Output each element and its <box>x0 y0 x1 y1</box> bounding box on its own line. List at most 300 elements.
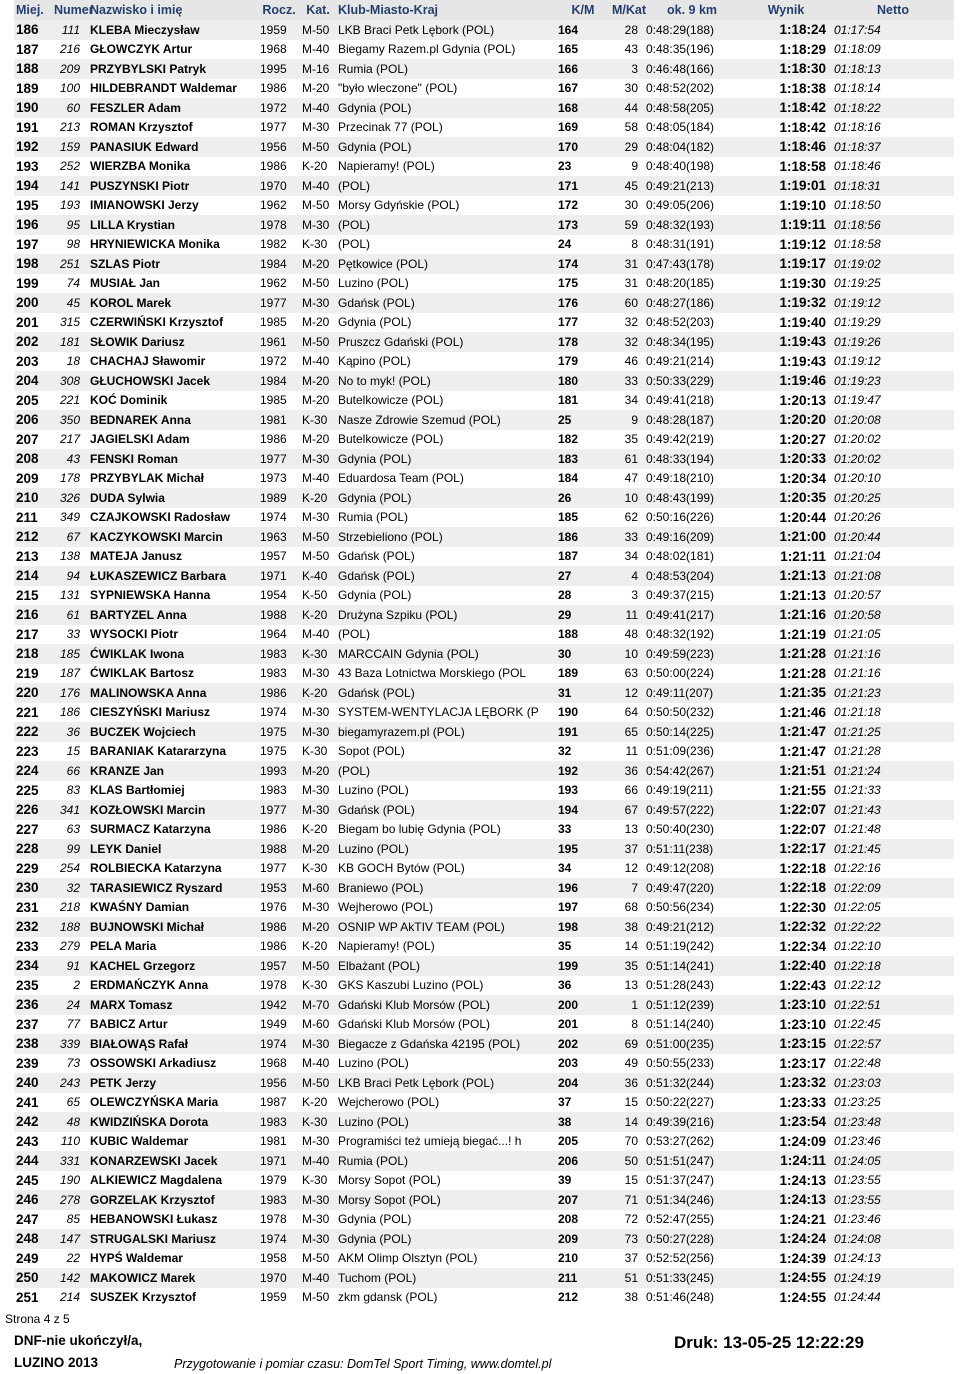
birth-year-cell: 1978 <box>258 976 300 996</box>
runner-name-cell: PRZYBYLSKI Patryk <box>88 59 258 79</box>
bib-cell: 32 <box>52 878 88 898</box>
birth-year-cell: 1978 <box>258 215 300 235</box>
category-place-cell: 29 <box>610 137 644 157</box>
bib-cell: 95 <box>52 215 88 235</box>
category-place-cell: 32 <box>610 313 644 333</box>
category-cell: M-30 <box>300 664 336 684</box>
split-time-cell: 0:49:11(207) <box>644 683 740 703</box>
net-time-cell: 01:23:25 <box>832 1093 954 1113</box>
overall-gender-place-cell: 206 <box>556 1151 610 1171</box>
birth-year-cell: 1989 <box>258 488 300 508</box>
birth-year-cell: 1974 <box>258 1229 300 1249</box>
result-time-cell: 1:24:24 <box>740 1229 832 1249</box>
net-time-cell: 01:20:10 <box>832 469 954 489</box>
net-time-cell: 01:18:58 <box>832 235 954 255</box>
birth-year-cell: 1953 <box>258 878 300 898</box>
split-time-cell: 0:51:32(244) <box>644 1073 740 1093</box>
net-time-cell: 01:21:43 <box>832 800 954 820</box>
category-cell: K-20 <box>300 488 336 508</box>
net-time-cell: 01:18:50 <box>832 196 954 216</box>
table-row <box>14 196 954 216</box>
place-cell: 198 <box>14 254 52 274</box>
result-time-cell: 1:21:13 <box>740 586 832 606</box>
birth-year-cell: 1976 <box>258 898 300 918</box>
runner-name-cell: KUBIC Waldemar <box>88 1132 258 1152</box>
category-place-cell: 30 <box>610 196 644 216</box>
bib-cell: 176 <box>52 683 88 703</box>
split-time-cell: 0:47:43(178) <box>644 254 740 274</box>
net-time-cell: 01:18:46 <box>832 157 954 177</box>
result-time-cell: 1:18:46 <box>740 137 832 157</box>
club-cell: Gdański Klub Morsów (POL) <box>336 995 556 1015</box>
result-time-cell: 1:19:11 <box>740 215 832 235</box>
category-cell: M-70 <box>300 995 336 1015</box>
category-cell: M-50 <box>300 332 336 352</box>
place-cell: 221 <box>14 703 52 723</box>
table-row <box>14 488 954 508</box>
overall-gender-place-cell: 38 <box>556 1112 610 1132</box>
table-row <box>14 1288 954 1308</box>
club-cell: Gdynia (POL) <box>336 586 556 606</box>
category-place-cell: 67 <box>610 800 644 820</box>
category-cell: M-40 <box>300 98 336 118</box>
birth-year-cell: 1977 <box>258 118 300 138</box>
overall-gender-place-cell: 196 <box>556 878 610 898</box>
category-place-cell: 58 <box>610 118 644 138</box>
overall-gender-place-cell: 200 <box>556 995 610 1015</box>
bib-cell: 74 <box>52 274 88 294</box>
club-cell: No to myk! (POL) <box>336 371 556 391</box>
place-cell: 192 <box>14 137 52 157</box>
runner-name-cell: BARTYZEL Anna <box>88 605 258 625</box>
runner-name-cell: SURMACZ Katarzyna <box>88 820 258 840</box>
runner-name-cell: BARANIAK Katararzyna <box>88 742 258 762</box>
runner-name-cell: JAGIELSKI Adam <box>88 430 258 450</box>
split-time-cell: 0:48:52(202) <box>644 79 740 99</box>
birth-year-cell: 1993 <box>258 761 300 781</box>
place-cell: 223 <box>14 742 52 762</box>
overall-gender-place-cell: 209 <box>556 1229 610 1249</box>
net-time-cell: 01:24:44 <box>832 1288 954 1308</box>
bib-cell: 73 <box>52 1054 88 1074</box>
category-cell: M-30 <box>300 703 336 723</box>
result-time-cell: 1:23:32 <box>740 1073 832 1093</box>
category-cell: M-20 <box>300 254 336 274</box>
overall-gender-place-cell: 212 <box>556 1288 610 1308</box>
table-row <box>14 20 954 40</box>
net-time-cell: 01:18:14 <box>832 79 954 99</box>
bib-cell: 45 <box>52 293 88 313</box>
bib-cell: 138 <box>52 547 88 567</box>
club-cell: Pętkowice (POL) <box>336 254 556 274</box>
split-time-cell: 0:51:28(243) <box>644 976 740 996</box>
runner-name-cell: MUSIAŁ Jan <box>88 274 258 294</box>
birth-year-cell: 1988 <box>258 605 300 625</box>
net-time-cell: 01:19:25 <box>832 274 954 294</box>
table-row <box>14 1034 954 1054</box>
overall-gender-place-cell: 199 <box>556 956 610 976</box>
category-cell: M-20 <box>300 761 336 781</box>
result-time-cell: 1:20:44 <box>740 508 832 528</box>
category-place-cell: 38 <box>610 1288 644 1308</box>
club-cell: Gdańsk (POL) <box>336 547 556 567</box>
club-cell: AKM Olimp Olsztyn (POL) <box>336 1249 556 1269</box>
club-cell: Luzino (POL) <box>336 1112 556 1132</box>
table-header <box>14 0 954 20</box>
birth-year-cell: 1984 <box>258 371 300 391</box>
place-cell: 205 <box>14 391 52 411</box>
category-cell: M-20 <box>300 839 336 859</box>
result-time-cell: 1:18:42 <box>740 118 832 138</box>
net-time-cell: 01:20:25 <box>832 488 954 508</box>
club-cell: LKB Braci Petk Lębork (POL) <box>336 20 556 40</box>
category-place-cell: 73 <box>610 1229 644 1249</box>
category-place-cell: 59 <box>610 215 644 235</box>
table-row <box>14 937 954 957</box>
club-cell: biegamyrazem.pl (POL) <box>336 722 556 742</box>
category-place-cell: 51 <box>610 1268 644 1288</box>
overall-gender-place-cell: 168 <box>556 98 610 118</box>
category-cell: M-30 <box>300 118 336 138</box>
category-cell: K-30 <box>300 235 336 255</box>
table-row <box>14 976 954 996</box>
runner-name-cell: MALINOWSKA Anna <box>88 683 258 703</box>
overall-gender-place-cell: 171 <box>556 176 610 196</box>
split-time-cell: 0:49:57(222) <box>644 800 740 820</box>
club-cell: LKB Braci Petk Lębork (POL) <box>336 1073 556 1093</box>
result-time-cell: 1:21:55 <box>740 781 832 801</box>
table-row <box>14 254 954 274</box>
overall-gender-place-cell: 207 <box>556 1190 610 1210</box>
runner-name-cell: STRUGALSKI Mariusz <box>88 1229 258 1249</box>
place-cell: 211 <box>14 508 52 528</box>
club-cell: Biegacze z Gdańska 42195 (POL) <box>336 1034 556 1054</box>
birth-year-cell: 1972 <box>258 98 300 118</box>
net-time-cell: 01:20:57 <box>832 586 954 606</box>
category-cell: K-30 <box>300 644 336 664</box>
bib-cell: 147 <box>52 1229 88 1249</box>
table-row <box>14 586 954 606</box>
bib-cell: 217 <box>52 430 88 450</box>
category-place-cell: 36 <box>610 761 644 781</box>
runner-name-cell: MAKOWICZ Marek <box>88 1268 258 1288</box>
overall-gender-place-cell: 210 <box>556 1249 610 1269</box>
result-time-cell: 1:21:47 <box>740 722 832 742</box>
split-time-cell: 0:50:14(225) <box>644 722 740 742</box>
split-time-cell: 0:49:05(206) <box>644 196 740 216</box>
place-cell: 196 <box>14 215 52 235</box>
result-time-cell: 1:20:13 <box>740 391 832 411</box>
category-place-cell: 49 <box>610 1054 644 1074</box>
overall-gender-place-cell: 37 <box>556 1093 610 1113</box>
place-cell: 193 <box>14 157 52 177</box>
category-cell: K-20 <box>300 820 336 840</box>
place-cell: 203 <box>14 352 52 372</box>
club-cell: (POL) <box>336 625 556 645</box>
runner-name-cell: PUSZYNSKI Piotr <box>88 176 258 196</box>
bib-cell: 181 <box>52 332 88 352</box>
runner-name-cell: WIERZBA Monika <box>88 157 258 177</box>
split-time-cell: 0:50:56(234) <box>644 898 740 918</box>
club-cell: Rumia (POL) <box>336 508 556 528</box>
split-time-cell: 0:51:34(246) <box>644 1190 740 1210</box>
result-time-cell: 1:20:20 <box>740 410 832 430</box>
net-time-cell: 01:21:18 <box>832 703 954 723</box>
split-time-cell: 0:50:50(232) <box>644 703 740 723</box>
overall-gender-place-cell: 211 <box>556 1268 610 1288</box>
overall-gender-place-cell: 23 <box>556 157 610 177</box>
col-split: ok. 9 km <box>666 3 718 17</box>
category-cell: M-40 <box>300 352 336 372</box>
table-row <box>14 878 954 898</box>
table-row <box>14 137 954 157</box>
club-cell: GKS Kaszubi Luzino (POL) <box>336 976 556 996</box>
overall-gender-place-cell: 182 <box>556 430 610 450</box>
category-place-cell: 10 <box>610 644 644 664</box>
results-table <box>14 0 954 1307</box>
split-time-cell: 0:48:27(186) <box>644 293 740 313</box>
bib-cell: 339 <box>52 1034 88 1054</box>
table-row <box>14 79 954 99</box>
col-km: K/M <box>571 3 595 17</box>
split-time-cell: 0:49:12(208) <box>644 859 740 879</box>
result-time-cell: 1:22:43 <box>740 976 832 996</box>
category-place-cell: 8 <box>610 1015 644 1035</box>
split-time-cell: 0:51:09(236) <box>644 742 740 762</box>
result-time-cell: 1:23:10 <box>740 995 832 1015</box>
bib-cell: 2 <box>52 976 88 996</box>
club-cell: Rumia (POL) <box>336 1151 556 1171</box>
bib-cell: 63 <box>52 820 88 840</box>
place-cell: 194 <box>14 176 52 196</box>
club-cell: Eduardosa Team (POL) <box>336 469 556 489</box>
split-time-cell: 0:48:02(181) <box>644 547 740 567</box>
runner-name-cell: ERDMAŃCZYK Anna <box>88 976 258 996</box>
bib-cell: 159 <box>52 137 88 157</box>
net-time-cell: 01:20:26 <box>832 508 954 528</box>
result-time-cell: 1:20:33 <box>740 449 832 469</box>
overall-gender-place-cell: 27 <box>556 566 610 586</box>
runner-name-cell: BEDNAREK Anna <box>88 410 258 430</box>
place-cell: 208 <box>14 449 52 469</box>
net-time-cell: 01:23:48 <box>832 1112 954 1132</box>
bib-cell: 349 <box>52 508 88 528</box>
club-cell: zkm gdansk (POL) <box>336 1288 556 1308</box>
runner-name-cell: CIESZYŃSKI Mariusz <box>88 703 258 723</box>
category-cell: M-50 <box>300 274 336 294</box>
result-time-cell: 1:18:29 <box>740 40 832 60</box>
page-number: Strona 4 z 5 <box>5 1312 70 1326</box>
club-cell: Tuchom (POL) <box>336 1268 556 1288</box>
club-cell: MARCCAIN Gdynia (POL) <box>336 644 556 664</box>
result-time-cell: 1:22:32 <box>740 917 832 937</box>
overall-gender-place-cell: 165 <box>556 40 610 60</box>
place-cell: 240 <box>14 1073 52 1093</box>
place-cell: 186 <box>14 20 52 40</box>
place-cell: 243 <box>14 1132 52 1152</box>
club-cell: Luzino (POL) <box>336 1054 556 1074</box>
place-cell: 216 <box>14 605 52 625</box>
club-cell: Gdańsk (POL) <box>336 293 556 313</box>
bib-cell: 33 <box>52 625 88 645</box>
runner-name-cell: ĆWIKLAK Iwona <box>88 644 258 664</box>
category-place-cell: 12 <box>610 859 644 879</box>
result-time-cell: 1:23:15 <box>740 1034 832 1054</box>
overall-gender-place-cell: 190 <box>556 703 610 723</box>
table-row <box>14 917 954 937</box>
place-cell: 212 <box>14 527 52 547</box>
place-cell: 238 <box>14 1034 52 1054</box>
split-time-cell: 0:50:40(230) <box>644 820 740 840</box>
runner-name-cell: CZAJKOWSKI Radosław <box>88 508 258 528</box>
birth-year-cell: 1975 <box>258 722 300 742</box>
category-place-cell: 13 <box>610 976 644 996</box>
runner-name-cell: KACZYKOWSKI Marcin <box>88 527 258 547</box>
bib-cell: 188 <box>52 917 88 937</box>
place-cell: 224 <box>14 761 52 781</box>
club-cell: Biegam bo lubię Gdynia (POL) <box>336 820 556 840</box>
runner-name-cell: PETK Jerzy <box>88 1073 258 1093</box>
result-time-cell: 1:19:43 <box>740 332 832 352</box>
table-row <box>14 332 954 352</box>
net-time-cell: 01:22:09 <box>832 878 954 898</box>
club-cell: Butelkowicze (POL) <box>336 430 556 450</box>
result-time-cell: 1:19:30 <box>740 274 832 294</box>
club-cell: Gdynia (POL) <box>336 449 556 469</box>
bib-cell: 278 <box>52 1190 88 1210</box>
category-cell: K-20 <box>300 605 336 625</box>
table-row <box>14 605 954 625</box>
table-body <box>14 20 954 1307</box>
category-place-cell: 61 <box>610 449 644 469</box>
overall-gender-place-cell: 202 <box>556 1034 610 1054</box>
overall-gender-place-cell: 193 <box>556 781 610 801</box>
table-row <box>14 722 954 742</box>
bib-cell: 43 <box>52 449 88 469</box>
category-cell: M-20 <box>300 391 336 411</box>
category-cell: M-30 <box>300 1132 336 1152</box>
birth-year-cell: 1983 <box>258 1190 300 1210</box>
bib-cell: 15 <box>52 742 88 762</box>
birth-year-cell: 1974 <box>258 1034 300 1054</box>
result-time-cell: 1:18:38 <box>740 79 832 99</box>
category-place-cell: 31 <box>610 274 644 294</box>
result-time-cell: 1:18:24 <box>740 20 832 40</box>
club-cell: 43 Baza Lotnictwa Morskiego (POL <box>336 664 556 684</box>
result-time-cell: 1:22:17 <box>740 839 832 859</box>
category-cell: M-50 <box>300 1249 336 1269</box>
club-cell: Biegamy Razem.pl Gdynia (POL) <box>336 40 556 60</box>
birth-year-cell: 1986 <box>258 820 300 840</box>
table-row <box>14 547 954 567</box>
split-time-cell: 0:48:05(184) <box>644 118 740 138</box>
bib-cell: 142 <box>52 1268 88 1288</box>
net-time-cell: 01:22:05 <box>832 898 954 918</box>
runner-name-cell: ŁUKASZEWICZ Barbara <box>88 566 258 586</box>
category-place-cell: 37 <box>610 839 644 859</box>
category-cell: M-50 <box>300 196 336 216</box>
category-place-cell: 34 <box>610 391 644 411</box>
place-cell: 187 <box>14 40 52 60</box>
place-cell: 241 <box>14 1093 52 1113</box>
runner-name-cell: LEYK Daniel <box>88 839 258 859</box>
table-row <box>14 839 954 859</box>
runner-name-cell: ĆWIKLAK Bartosz <box>88 664 258 684</box>
bib-cell: 341 <box>52 800 88 820</box>
bib-cell: 251 <box>52 254 88 274</box>
place-cell: 188 <box>14 59 52 79</box>
category-place-cell: 69 <box>610 1034 644 1054</box>
category-cell: M-16 <box>300 59 336 79</box>
result-time-cell: 1:21:47 <box>740 742 832 762</box>
category-place-cell: 47 <box>610 469 644 489</box>
club-cell: Przecinak 77 (POL) <box>336 118 556 138</box>
category-cell: M-30 <box>300 1034 336 1054</box>
category-place-cell: 32 <box>610 332 644 352</box>
split-time-cell: 0:49:41(218) <box>644 391 740 411</box>
category-place-cell: 3 <box>610 586 644 606</box>
split-time-cell: 0:48:31(191) <box>644 235 740 255</box>
net-time-cell: 01:22:48 <box>832 1054 954 1074</box>
net-time-cell: 01:19:47 <box>832 391 954 411</box>
runner-name-cell: MARX Tomasz <box>88 995 258 1015</box>
category-place-cell: 48 <box>610 625 644 645</box>
birth-year-cell: 1986 <box>258 917 300 937</box>
result-time-cell: 1:19:01 <box>740 176 832 196</box>
birth-year-cell: 1974 <box>258 508 300 528</box>
overall-gender-place-cell: 204 <box>556 1073 610 1093</box>
net-time-cell: 01:20:58 <box>832 605 954 625</box>
runner-name-cell: SUSZEK Krzysztof <box>88 1288 258 1308</box>
split-time-cell: 0:48:29(188) <box>644 20 740 40</box>
net-time-cell: 01:21:45 <box>832 839 954 859</box>
net-time-cell: 01:19:23 <box>832 371 954 391</box>
runner-name-cell: OLEWCZYŃSKA Maria <box>88 1093 258 1113</box>
category-cell: K-20 <box>300 157 336 177</box>
result-time-cell: 1:21:16 <box>740 605 832 625</box>
overall-gender-place-cell: 184 <box>556 469 610 489</box>
place-cell: 227 <box>14 820 52 840</box>
birth-year-cell: 1971 <box>258 1151 300 1171</box>
runner-name-cell: GŁOWCZYK Artur <box>88 40 258 60</box>
category-cell: M-20 <box>300 430 336 450</box>
club-cell: Pruszcz Gdański (POL) <box>336 332 556 352</box>
result-time-cell: 1:21:35 <box>740 683 832 703</box>
runner-name-cell: SZLAS Piotr <box>88 254 258 274</box>
bib-cell: 190 <box>52 1171 88 1191</box>
col-numer: Numer <box>54 3 94 17</box>
category-cell: M-30 <box>300 1190 336 1210</box>
timing-credit: Przygotowanie i pomiar czasu: DomTel Sport Timing, www.domtel.pl <box>174 1357 552 1371</box>
category-cell: M-40 <box>300 40 336 60</box>
category-cell: K-30 <box>300 410 336 430</box>
category-cell: M-50 <box>300 1073 336 1093</box>
table-row <box>14 176 954 196</box>
place-cell: 237 <box>14 1015 52 1035</box>
table-row <box>14 430 954 450</box>
table-row <box>14 235 954 255</box>
table-row <box>14 508 954 528</box>
place-cell: 201 <box>14 313 52 333</box>
place-cell: 246 <box>14 1190 52 1210</box>
place-cell: 245 <box>14 1171 52 1191</box>
runner-name-cell: HYPŚ Waldemar <box>88 1249 258 1269</box>
runner-name-cell: KOROL Marek <box>88 293 258 313</box>
table-row <box>14 469 954 489</box>
table-row <box>14 1229 954 1249</box>
place-cell: 248 <box>14 1229 52 1249</box>
category-place-cell: 36 <box>610 1073 644 1093</box>
